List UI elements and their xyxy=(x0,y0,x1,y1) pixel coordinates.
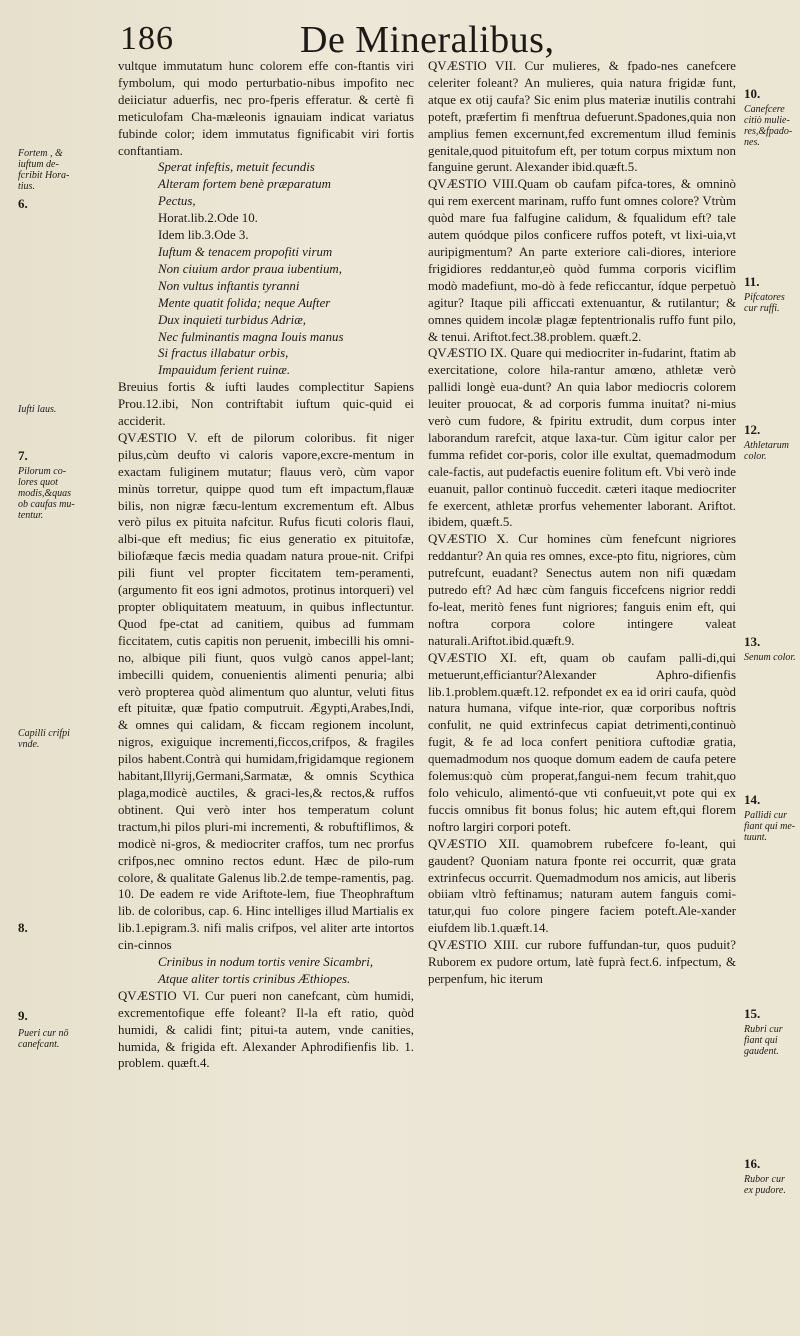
marginal-number: 11. xyxy=(744,274,760,289)
col2-paragraph: QVÆSTIO XIII. cur rubore fuffundan-tur, quos puduit? Ruborem ex pudore ortum, latè fuprà fect.6. infpectum, & perpenfum, hic iterum xyxy=(428,938,736,986)
marginal-note: Capilli crifpi vnde. xyxy=(18,728,70,750)
marginal-number: 9. xyxy=(18,1008,28,1023)
marginal-note: Pueri cur nō canefcant. xyxy=(18,1028,69,1050)
col1-paragraph: Dux inquieti turbidus Adriæ, xyxy=(158,312,307,327)
col2-paragraph: QVÆSTIO XI. eft, quam ob caufam palli-di,qui metuerunt,efficiantur?Alexander Aphro-difienfis lib.1.problem.quæft.12. refpondet ex ea id oriri caufa, quòd natura humana, vifque inte-rior, quæ corporibus noftris confulit, ne quid extrinfecus capiat detrimenti,continuò fugit, & fe ad loca confert penitiora cuftodiæ gratia, quemadmodum nos quoque domum eadem de caufa petere folemus:quò cùm properat,fangui-nem fecum trahit,quo folo vehiculo, alimentó-que vti confueuit,vt pote qui ex fuccis omnibus fit bonus folus; hic autem eft,qui florem noftro largiri corpori poteft. xyxy=(428,650,736,834)
col1-paragraph: Iuftum & tenacem propofiti virum xyxy=(158,244,333,259)
col2-paragraph: QVÆSTIO IX. Quare qui mediocriter in-fudarint, ftatim ab exercitatione, colore hila-rantur amœno, athletæ verò pallidi longè eua-dunt? An quia labor mediocris colorem leuiter prouocat, & ad corporis fumma inuitat? ni-mius verò cum fudore, & fpiritu extrudit, dum corpus inter laborandum rarefcit, atque laxa-tur. Cùm igitur calor per fumma refidet cor-poris, color ille exultat, quemadmodum cale-factis, aut pudefactis euenire folitum eft. Vbi verò inde euanuit, pallor continuò fuccedit. cæteri itaque mediocriter fe exercent, athletæ prorfus vehementer laborant. Ariftot. ibidem, quæft.5. xyxy=(428,346,736,530)
col1-paragraph: Mente quatit folida; neque Aufter xyxy=(158,295,331,310)
col1-paragraph: Non vultus inftantis tyranni xyxy=(158,278,300,293)
marginal-note: Rubor cur ex pudore. xyxy=(744,1174,786,1196)
right-text-column xyxy=(428,58,736,988)
col1-paragraph: Si fractus illabatur orbis, xyxy=(158,346,289,361)
left-text-column xyxy=(118,58,414,1072)
col1-paragraph: QVÆSTIO V. eft de pilorum coloribus. fit niger pilus,cùm deufto vi caloris vapore,excre-mentum in exactam fuliginem mutatur; flauus verò, cùm vapor minùs torretur, quippe quod tum eft impactum,flauæ bilis, non nigræ fæcu-lentum excrementum eft. Albus verò pilus ex pituita nafcitur. Rufus ficuti coloris flaui, albi-que eft medius; fic eius generatio ex pituitofæ, biliofæque fæcis media quadam natura proue-nit. Crifpi pili fiunt vel propter ficcitatem tem-peramenti, (argumento fit eos igni admotos, protinus intorqueri) vel propter obliquitatem meatuum, in quibus inflectuntur. Quod fpe-ctat ad canitiem, quibus ad fummam ficcitatem, cutis capitis non peruenit, imbecilli his omni-no, albique pili fiunt, quos vulgò canos appel-lant; imbecilli quidem, conuenientis alimenti penuria; albi verò propterea quòd alimentum quo aluntur, veluti fitus eft pituitæ, quæ fpatio computruit. Ægypti,Arabes,Indi, & omnes qui calidam, & ficcam regionem incolunt, nigros, exiguique incrementi,ficcos,crifpos, & fragiles pilos habent.Contrà qui humidam,frigidamque regionem habitant,Illyrij,Germani,Sarmatæ, & omnis Scythica plaga,modicè auctiles, & graci-les,& rectos,& ruffos obtinent. Qui verò inter hos temperatum colunt tractum,hi pilos pluri-mi incrementi, & robuftiflimos, & modicè ni-gros, & mediocriter craffos, tum nec prorfus crifpos,nec omnino rectos edunt. Hæc de pilo-rum colore, & qualitate Galenus lib.2.de tempe-ramentis, pag. 10. De eadem re vide Ariftote-lem, fiue Theophraftum lib. de coloribus, cap. 6. Hinc intelliges illud Martialis ex lib.1.epigram.3. nifi malis crifpos, vel aliter arte intortos cin-cinnos xyxy=(118,430,414,953)
marginal-note: Fortem , & iuftum de-fcribit Hora-tius. xyxy=(18,148,70,192)
marginal-number: 8. xyxy=(18,920,28,935)
marginal-note: Senum color. xyxy=(744,652,796,663)
marginal-note: Pifcatores cur ruffi. xyxy=(744,292,785,314)
col1-paragraph: Horat.lib.2.Ode 10. xyxy=(158,211,258,226)
col2-paragraph: QVÆSTIO VII. Cur mulieres, & fpado-nes canefcere celeriter foleant? An mulieres, quia natura frigidæ funt, atque ex otij caufa? Sic enim plus materiæ inutilis contrahi poteft, præfertim fi menftrua defuerunt.Spadones,quia non amplius femen excernunt,fed excrementum illud feminis genitale,quod pituitofum eft, per totum corpus mixtum non fanguine gerunt. Alexander ibid.quæft.5. xyxy=(428,59,736,175)
col1-paragraph: Idem lib.3.Ode 3. xyxy=(158,228,249,243)
col2-paragraph: QVÆSTIO X. Cur homines cùm fenefcunt nigriores reddantur? An quia res omnes, exce-pto fitu, nigriores, cùm putrefcunt, euadant? Senectus autem non nifi quædam putredo eft? Ad hæc cùm fanguis ficcefcens nigrior reddi fo-leat, meritò fenes funt nigriores; fanguis enim eft, qui noftra corpora colore intingere valeat naturali.Ariftot.ibid.quæft.9. xyxy=(428,532,736,648)
marginal-note: Canefcere citiò mulie-res,&fpado-nes. xyxy=(744,104,793,148)
col1-paragraph: Breuius fortis & iufti laudes complectitur Sapiens Prou.12.ibi, Non contriftabit iuftum quic-quid ei acciderit. xyxy=(118,380,414,429)
col2-paragraph: QVÆSTIO VIII.Quam ob caufam pifca-tores, & omninò qui rem exercent marinam, ruffo funt omnes colore? Vtrùm quòd mare fua falfugine calidum, & fqualidum eft? tale autem quódque pilos conficere ruffos poteft, vt lixi-uia,vt auripigmentum? An parte exteriore cali-diores, interiore frigidiores reddantur,eò quòd fumma corporis viciflim modò madefiunt, mo-dò à fede reficcantur, ídque perpetuò agitur? Itaque pili afficcati extenuantur, & rutilantur; & omnes quidem incolæ plagæ feptentrionalis ruffo funt pilo, & tenui. Ariftot.fect.38.problem. quæft.2. xyxy=(428,177,736,344)
marginal-note: Athletarum color. xyxy=(744,440,789,462)
marginal-number: 14. xyxy=(744,792,761,807)
marginal-number: 7. xyxy=(18,448,28,463)
marginal-note: Rubri cur fiant qui gaudent. xyxy=(744,1024,783,1057)
col1-paragraph: QVÆSTIO VI. Cur pueri non canefcant, cùm humidi, excrementofique effe foleant? Il-la eft ratio, quòd humidi, & calidi fint; pitui-ta autem, vnde canities, humida, & frigida eft. Alexander Aphrodifienfis lib. 1. problem. quæft.4. xyxy=(118,988,414,1071)
marginal-note: Iufti laus. xyxy=(18,404,57,415)
col2-paragraph: QVÆSTIO XII. quamobrem rubefcere fo-leant, qui gaudent? Quoniam natura fponte rei occurrit, quæ grata extrinfecus occurrit. Quemadmodum nos amicis, aut liberis obiiam vltrò feftinamus; naturam autem fanguis comi-tatur,qui fuo colore pingere faciem poteft.Ale-xander eiufdem lib.1.quæft.14. xyxy=(428,836,736,936)
col1-paragraph: Alteram fortem benè præparatum xyxy=(158,177,331,192)
page-number: 186 xyxy=(120,20,174,57)
marginal-note: Pilorum co-lores quot modis,&quas ob caufas mu-tentur. xyxy=(18,466,75,521)
marginal-number: 15. xyxy=(744,1006,761,1021)
col1-paragraph: vultque immutatum hunc colorem effe con-ftantis viri fymbolum, qui modo perturbatio-nibus impofito nec deiiciatur aduerfis, nec pro-fperis efferatur. & certè fi meticulofam Cha-mæleonis ignauiam indicat variatus fubinde color; idem immutatus fignificabit viri fortis conftantiam. xyxy=(118,59,414,158)
col1-paragraph: Non ciuium ardor praua iubentium, xyxy=(158,261,342,276)
marginal-number: 10. xyxy=(744,86,761,101)
marginal-number: 13. xyxy=(744,634,761,649)
col1-paragraph: Atque aliter tortis crinibus Æthiopes. xyxy=(158,971,351,986)
marginal-number: 16. xyxy=(744,1156,761,1171)
marginal-number: 12. xyxy=(744,422,761,437)
col1-paragraph: Nec fulminantis magna Iouis manus xyxy=(158,329,344,344)
col1-paragraph: Pectus, xyxy=(158,194,196,209)
col1-paragraph: Sperat infeftis, metuit fecundis xyxy=(158,160,315,175)
running-head: De Mineralibus, xyxy=(300,19,555,61)
col1-paragraph: Crinibus in nodum tortis venire Sicambri, xyxy=(158,955,374,970)
marginal-number: 6. xyxy=(18,196,28,211)
marginal-note: Pallidi cur fiant qui me-tuunt. xyxy=(744,810,796,843)
col1-paragraph: Impauidum ferient ruinæ. xyxy=(158,363,291,378)
